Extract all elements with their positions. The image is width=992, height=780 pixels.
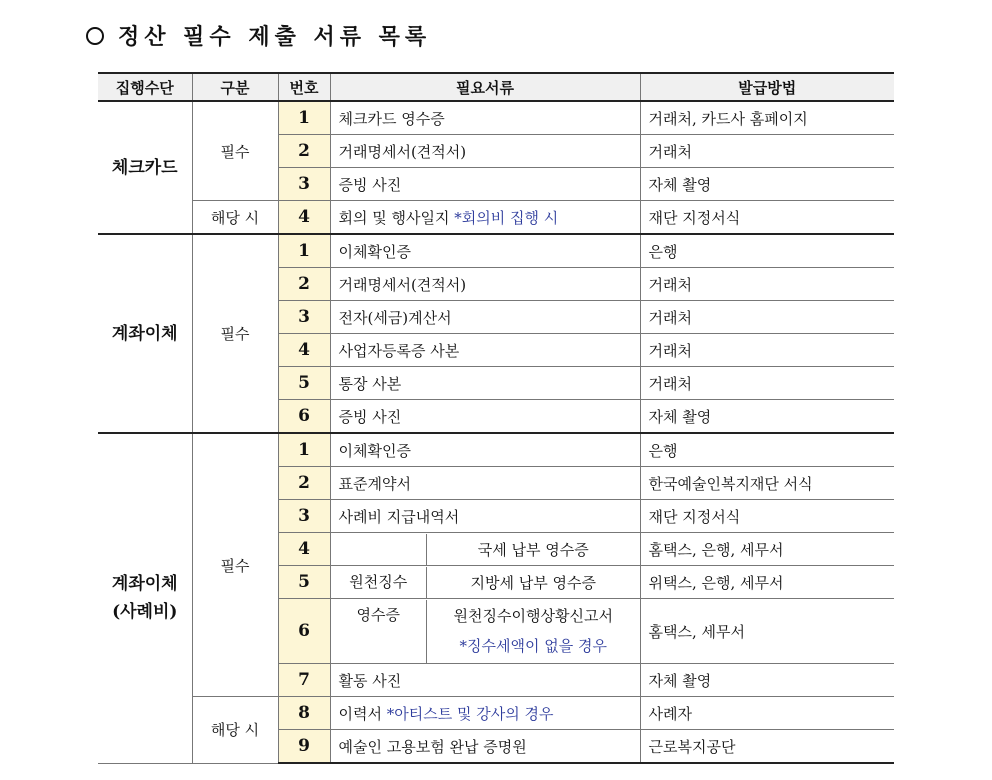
- issue-method: 자체 촬영: [640, 664, 894, 697]
- document-note: *회의비 집행 시: [454, 208, 559, 227]
- issue-method: 한국예술인복지재단 서식: [640, 467, 894, 500]
- document-split-cell: [330, 599, 640, 664]
- issue-method: 거래처: [640, 135, 894, 168]
- issue-method: 자체 촬영: [640, 168, 894, 201]
- group-transfer: 계좌이체: [98, 234, 192, 433]
- issue-method: 홈택스, 은행, 세무서: [640, 533, 894, 566]
- document-name: 이체확인증: [330, 433, 640, 467]
- document-name: 거래명세서(견적서): [330, 268, 640, 301]
- withholding-label-line2: 영수증: [356, 605, 400, 624]
- table-row: [98, 201, 894, 235]
- row-number: 5: [278, 367, 330, 400]
- document-name: 통장 사본: [330, 367, 640, 400]
- document-name: 증빙 사진: [330, 400, 640, 434]
- table-row: [98, 433, 894, 467]
- row-number: 4: [278, 334, 330, 367]
- table-row: [98, 697, 894, 730]
- issue-method: 재단 지정서식: [640, 201, 894, 235]
- row-number: 4: [278, 201, 330, 235]
- issue-method: 위택스, 은행, 세무서: [640, 566, 894, 599]
- category-applicable: 해당 시: [192, 201, 278, 235]
- group-honorarium-line1: 계좌이체: [111, 574, 178, 595]
- header-category: 구분: [192, 73, 278, 101]
- document-split-cell: [330, 566, 640, 599]
- group-check-card: 체크카드: [98, 101, 192, 234]
- issue-method: 은행: [640, 433, 894, 467]
- document-name: 활동 사진: [330, 664, 640, 697]
- issue-method: 근로복지공단: [640, 730, 894, 764]
- category-required: 필수: [192, 101, 278, 201]
- row-number: 5: [278, 566, 330, 599]
- document-name: 표준계약서: [330, 467, 640, 500]
- document-note: *아티스트 및 강사의 경우: [386, 704, 554, 723]
- group-honorarium: [98, 433, 192, 763]
- table-header-row: [98, 73, 894, 101]
- issue-method: 거래처: [640, 301, 894, 334]
- row-number: 8: [278, 697, 330, 730]
- category-applicable: 해당 시: [192, 697, 278, 764]
- withholding-label-line1: 원천징수: [349, 573, 408, 591]
- table-row: [98, 234, 894, 268]
- document-name: 이체확인증: [330, 234, 640, 268]
- issue-method: 거래처: [640, 367, 894, 400]
- page-title: [86, 20, 431, 51]
- row-number: 1: [278, 234, 330, 268]
- circle-bullet-icon: [86, 27, 104, 45]
- row-number: 3: [278, 168, 330, 201]
- row-number: 2: [278, 268, 330, 301]
- document-name: 증빙 사진: [330, 168, 640, 201]
- row-number: 1: [278, 433, 330, 467]
- document-name: 지방세 납부 영수증: [470, 573, 596, 592]
- row-number: 1: [278, 101, 330, 135]
- row-number: 2: [278, 467, 330, 500]
- document-text: 회의 및 행사일지: [338, 208, 450, 227]
- issue-method: 사례자: [640, 697, 894, 730]
- withholding-label-cont: [331, 600, 427, 663]
- header-issue-method: 발급방법: [640, 73, 894, 101]
- row-number: 3: [278, 500, 330, 533]
- category-required: 필수: [192, 433, 278, 697]
- document-name: 국세 납부 영수증: [477, 540, 589, 559]
- issue-method: 거래처: [640, 268, 894, 301]
- document-text: 원천징수이행상황신고서: [453, 607, 613, 625]
- header-required-docs: 필요서류: [330, 73, 640, 101]
- header-payment-method: 집행수단: [98, 73, 192, 101]
- title-text: 정산 필수 제출 서류 목록: [118, 24, 432, 50]
- document-name: 사업자등록증 사본: [330, 334, 640, 367]
- issue-method: 자체 촬영: [640, 400, 894, 434]
- row-number: 4: [278, 533, 330, 566]
- document-name: 체크카드 영수증: [330, 101, 640, 135]
- row-number: 6: [278, 400, 330, 434]
- issue-method: 은행: [640, 234, 894, 268]
- row-number: 7: [278, 664, 330, 697]
- document-note: *징수세액이 없을 경우: [459, 637, 607, 655]
- row-number: 2: [278, 135, 330, 168]
- document-name: 사례비 지급내역서: [330, 500, 640, 533]
- document-name: [427, 600, 640, 663]
- issue-method: 홈택스, 세무서: [640, 599, 894, 664]
- required-documents-table: [98, 72, 894, 764]
- row-number: 6: [278, 599, 330, 664]
- group-honorarium-line2: (사례비): [112, 602, 178, 623]
- document-split-cell: [330, 533, 640, 566]
- row-number: 3: [278, 301, 330, 334]
- category-required: 필수: [192, 234, 278, 433]
- issue-method: 재단 지정서식: [640, 500, 894, 533]
- document-name: [330, 201, 640, 235]
- document-name: 예술인 고용보험 완납 증명원: [330, 730, 640, 764]
- table-row: [98, 101, 894, 135]
- document-name: 거래명세서(견적서): [330, 135, 640, 168]
- issue-method: 거래처, 카드사 홈페이지: [640, 101, 894, 135]
- row-number: 9: [278, 730, 330, 764]
- document-name: 전자(세금)계산서: [330, 301, 640, 334]
- document-name: [330, 697, 640, 730]
- document-text: 이력서: [338, 704, 382, 723]
- header-number: 번호: [278, 73, 330, 101]
- issue-method: 거래처: [640, 334, 894, 367]
- withholding-label: [331, 567, 427, 598]
